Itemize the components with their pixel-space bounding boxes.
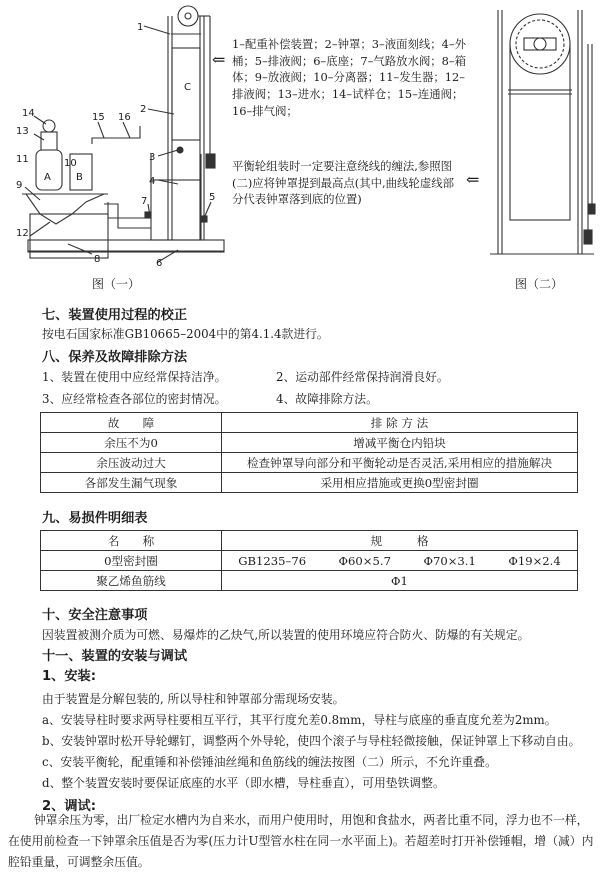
- header-spec: 规 格: [222, 531, 578, 551]
- table-header-row: [41, 531, 578, 551]
- fault-cell: 余压不为0: [41, 433, 222, 453]
- table-header-row: [41, 413, 578, 433]
- fault-cell: 各部发生漏气现象: [41, 473, 222, 493]
- part-spec-cell: Φ1: [222, 571, 578, 591]
- fig1-label-11: 11: [16, 154, 29, 165]
- install-line-a: a、安装导柱时要求两导柱要相互平行，其平行度允差0.8mm，导柱与底座的垂直度允差为2mm。: [42, 713, 557, 727]
- fault-cell: 余压波动过大: [41, 453, 222, 473]
- remedy-cell: 增减平衡仓内铅块: [222, 433, 578, 453]
- debug-subtitle: 2、调试:: [42, 799, 97, 814]
- spare-parts-table: [40, 530, 578, 591]
- install-line-0: 由于装置是分解包装的, 所以导柱和钟罩部分需现场安装。: [42, 692, 345, 706]
- spec-size-2: Φ70×3.1: [423, 553, 476, 568]
- header-fault: 故 障: [41, 413, 222, 433]
- fig1-label-2: 2: [140, 104, 147, 115]
- fig1-label-10: 10: [64, 158, 77, 169]
- table-row: [41, 473, 578, 493]
- section-10-title: 十、安全注意事项: [42, 608, 148, 623]
- remedy-cell: 检查钟罩导向部分和平衡轮动是否灵活,采用相应的措施解决: [222, 453, 578, 473]
- install-line-d: d、整个装置安装时要保证底座的水平（即水槽，导柱垂直），可用垫铁调整。: [42, 776, 445, 790]
- fig1-label-3: 3: [149, 152, 156, 163]
- fig1-label-A: A: [44, 172, 51, 183]
- remedy-cell: 采用相应措施或更换0型密封圈: [222, 473, 578, 493]
- section-11-title: 十一、装置的安装与调试: [42, 649, 188, 664]
- fig1-label-15: 15: [92, 112, 105, 123]
- section-8-title: 八、保养及故障排除方法: [42, 350, 188, 365]
- troubleshooting-table: [40, 412, 578, 493]
- part-spec-cell: [222, 551, 578, 571]
- fig1-label-14: 14: [22, 108, 35, 119]
- spec-size-3: Φ19×2.4: [508, 553, 561, 568]
- section-7-title: 七、装置使用过程的校正: [42, 308, 188, 323]
- install-note: 平衡轮组装时一定要注意绕线的缠法,参照图(二)应将钟罩提到最高点(其中,曲线轮虚线部分代表钟罩落到底的位置): [232, 159, 454, 207]
- figure-2-diagram: [488, 4, 596, 266]
- fig1-label-13: 13: [16, 126, 29, 137]
- table-row: [41, 453, 578, 473]
- fig1-label-16: 16: [118, 112, 131, 123]
- figure-2-caption: 图（二）: [515, 277, 564, 291]
- fig1-label-7: 7: [141, 196, 148, 207]
- header-remedy: 排 除 方 法: [222, 413, 578, 433]
- fig1-label-4: 4: [149, 176, 156, 187]
- fig1-label-9: 9: [16, 180, 23, 191]
- maint-item-4: 4、故障排除方法。: [276, 392, 378, 406]
- fig1-label-12: 12: [16, 228, 29, 239]
- debug-text: 钟罩余压为零，出厂检定水槽内为自来水，而用户使用时，用饱和食盐水，两者比重不同，浮力也不一样，在使用前检查一下钟罩余压值是否为零(压力计U型管水柱在同一水平面上)。若超差时打开补偿锤帽，增（减）内腔铅重量，可调整余压值。: [8, 813, 594, 869]
- install-line-c: c、安装平衡轮，配重锤和补偿锤油丝绳和鱼筋线的缠法按图（二）所示，不允许重叠。: [42, 755, 497, 769]
- maint-item-3: 3、应经常检查各部位的密封情况。: [42, 392, 227, 406]
- fig1-label-1: 1: [137, 22, 144, 33]
- part-name-cell: 聚乙烯鱼筋线: [41, 571, 222, 591]
- maint-item-2: 2、运动部件经常保持润滑良好。: [276, 370, 449, 384]
- section-7-text: 按电石国家标准GB10665–2004中的第4.1.4款进行。: [42, 327, 329, 341]
- header-name: 名 称: [41, 531, 222, 551]
- fig1-label-C: C: [184, 82, 191, 93]
- fig1-label-6: 6: [156, 258, 163, 269]
- table-row: [41, 571, 578, 591]
- spec-standard: GB1235–76: [238, 553, 307, 568]
- section-10-text: 因装置被测介质为可燃、易爆炸的乙炔气,所以装置的使用环境应符合防火、防爆的有关规定。: [42, 628, 530, 642]
- left-arrow-icon-2: ⇐: [466, 170, 480, 189]
- left-arrow-icon: ⇐: [212, 50, 226, 69]
- figure-1-caption: 图（一）: [92, 277, 141, 291]
- fig1-label-8: 8: [94, 254, 101, 265]
- table-row: [41, 551, 578, 571]
- maint-item-1: 1、装置在使用中应经常保持洁净。: [42, 370, 227, 384]
- install-line-b: b、安装钟罩时松开导轮螺钉，调整两个外导轮，使四个滚子与导柱轻微接触，保证钟罩上下移动自由。: [42, 734, 581, 748]
- install-subtitle: 1、安装:: [42, 669, 97, 684]
- part-name-cell: 0型密封圈: [41, 551, 222, 571]
- figure-1-diagram: [8, 4, 230, 270]
- fig1-label-B: B: [76, 172, 83, 183]
- spec-size-1: Φ60×5.7: [338, 553, 391, 568]
- table-row: [41, 433, 578, 453]
- fig1-label-5: 5: [209, 192, 216, 203]
- figure-legend: 1–配重补偿装置；2–钟罩；3–液面刻线；4–外桶；5–排液阀；6–底座；7–气路放水阀；8–箱体；9–放液阀；10–分离器；11–发生器；12–排液阀；13–进水；14–试样仓；15–连通阀；16–排气阀；: [232, 37, 467, 118]
- section-9-title: 九、易损件明细表: [42, 511, 148, 526]
